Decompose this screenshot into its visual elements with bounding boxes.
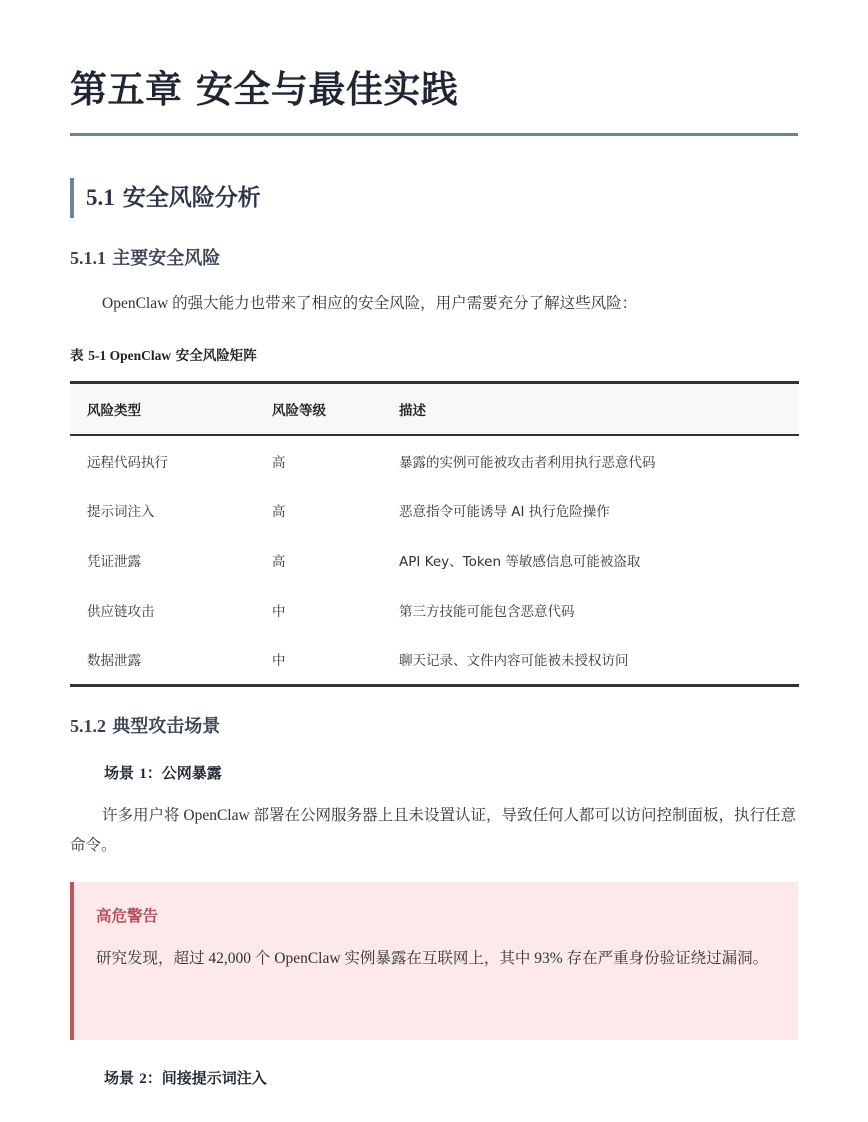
table-row	[70, 634, 799, 685]
risk-matrix-table	[70, 381, 799, 687]
cell-description: API Key、Token 等敏感信息可能被盗取	[399, 553, 641, 570]
subsection-heading-1	[70, 245, 220, 272]
scene-2-label: 场景	[104, 1069, 135, 1087]
chapter-title: 第五章 安全与最佳实践	[70, 68, 459, 111]
section-title: 安全风险分析	[122, 185, 261, 211]
header-description: 描述	[382, 383, 799, 436]
scene-2-title: ：间接提示词注入	[146, 1069, 267, 1087]
scene-1-number: 1	[139, 766, 147, 782]
cell-risk-level: 高	[272, 504, 286, 521]
warning-callout	[70, 882, 798, 1040]
subsection-number-2: 5.1.2	[70, 716, 106, 736]
scene-1-paragraph: 许多用户将 OpenClaw 部署在公网服务器上且未设置认证，导致任何人都可以访问控制面板，执行任意命令。	[70, 807, 797, 854]
cell-description: 第三方技能可能包含恶意代码	[399, 603, 575, 620]
cell-risk-level: 中	[272, 603, 286, 620]
scene-1-label: 场景	[104, 764, 135, 782]
subsection-heading-2	[70, 713, 220, 740]
section-number: 5.1	[86, 185, 115, 210]
cell-risk-level: 高	[272, 553, 286, 570]
table-header-row	[70, 383, 799, 436]
scene-1-title: ：公网暴露	[146, 764, 222, 782]
cell-risk-type: 供应链攻击	[87, 603, 155, 620]
table-row	[70, 486, 799, 536]
table-row	[70, 435, 799, 486]
subsection-title-1: 主要安全风险	[112, 248, 221, 269]
subsection-number-1: 5.1.1	[70, 248, 106, 268]
section-heading	[70, 178, 261, 218]
cell-risk-level: 中	[255, 634, 382, 685]
table-caption	[70, 346, 257, 366]
cell-risk-type: 数据泄露	[70, 634, 255, 685]
cell-risk-type: 远程代码执行	[87, 454, 168, 471]
table-caption-prefix: 表	[70, 348, 84, 364]
table-row	[70, 535, 799, 585]
warning-text: 研究发现，超过 42,000 个 OpenClaw 实例暴露在互联网上，其中 93% 存在严重身份验证绕过漏洞。	[96, 950, 769, 967]
header-risk-level: 风险等级	[255, 383, 382, 436]
scene-1-heading	[104, 762, 222, 785]
cell-risk-type: 提示词注入	[87, 504, 155, 521]
subsection-title-2: 典型攻击场景	[112, 716, 221, 737]
table-row	[70, 585, 799, 635]
header-risk-type: 风险类型	[70, 383, 255, 436]
table-caption-number: 5-1 OpenClaw	[88, 348, 172, 363]
cell-risk-type: 凭证泄露	[87, 553, 141, 570]
table-caption-title: 安全风险矩阵	[175, 348, 257, 364]
cell-description: 恶意指令可能诱导 AI 执行危险操作	[399, 504, 610, 521]
intro-paragraph: OpenClaw 的强大能力也带来了相应的安全风险，用户需要充分了解这些风险：	[102, 295, 638, 312]
warning-title: 高危警告	[96, 907, 159, 925]
cell-description: 暴露的实例可能被攻击者利用执行恶意代码	[399, 454, 656, 471]
scene-2-heading	[104, 1067, 267, 1090]
cell-risk-level: 高	[272, 454, 286, 471]
scene-2-number: 2	[139, 1071, 147, 1087]
title-divider	[70, 133, 798, 136]
cell-description: 聊天记录、文件内容可能被未授权访问	[382, 634, 799, 685]
